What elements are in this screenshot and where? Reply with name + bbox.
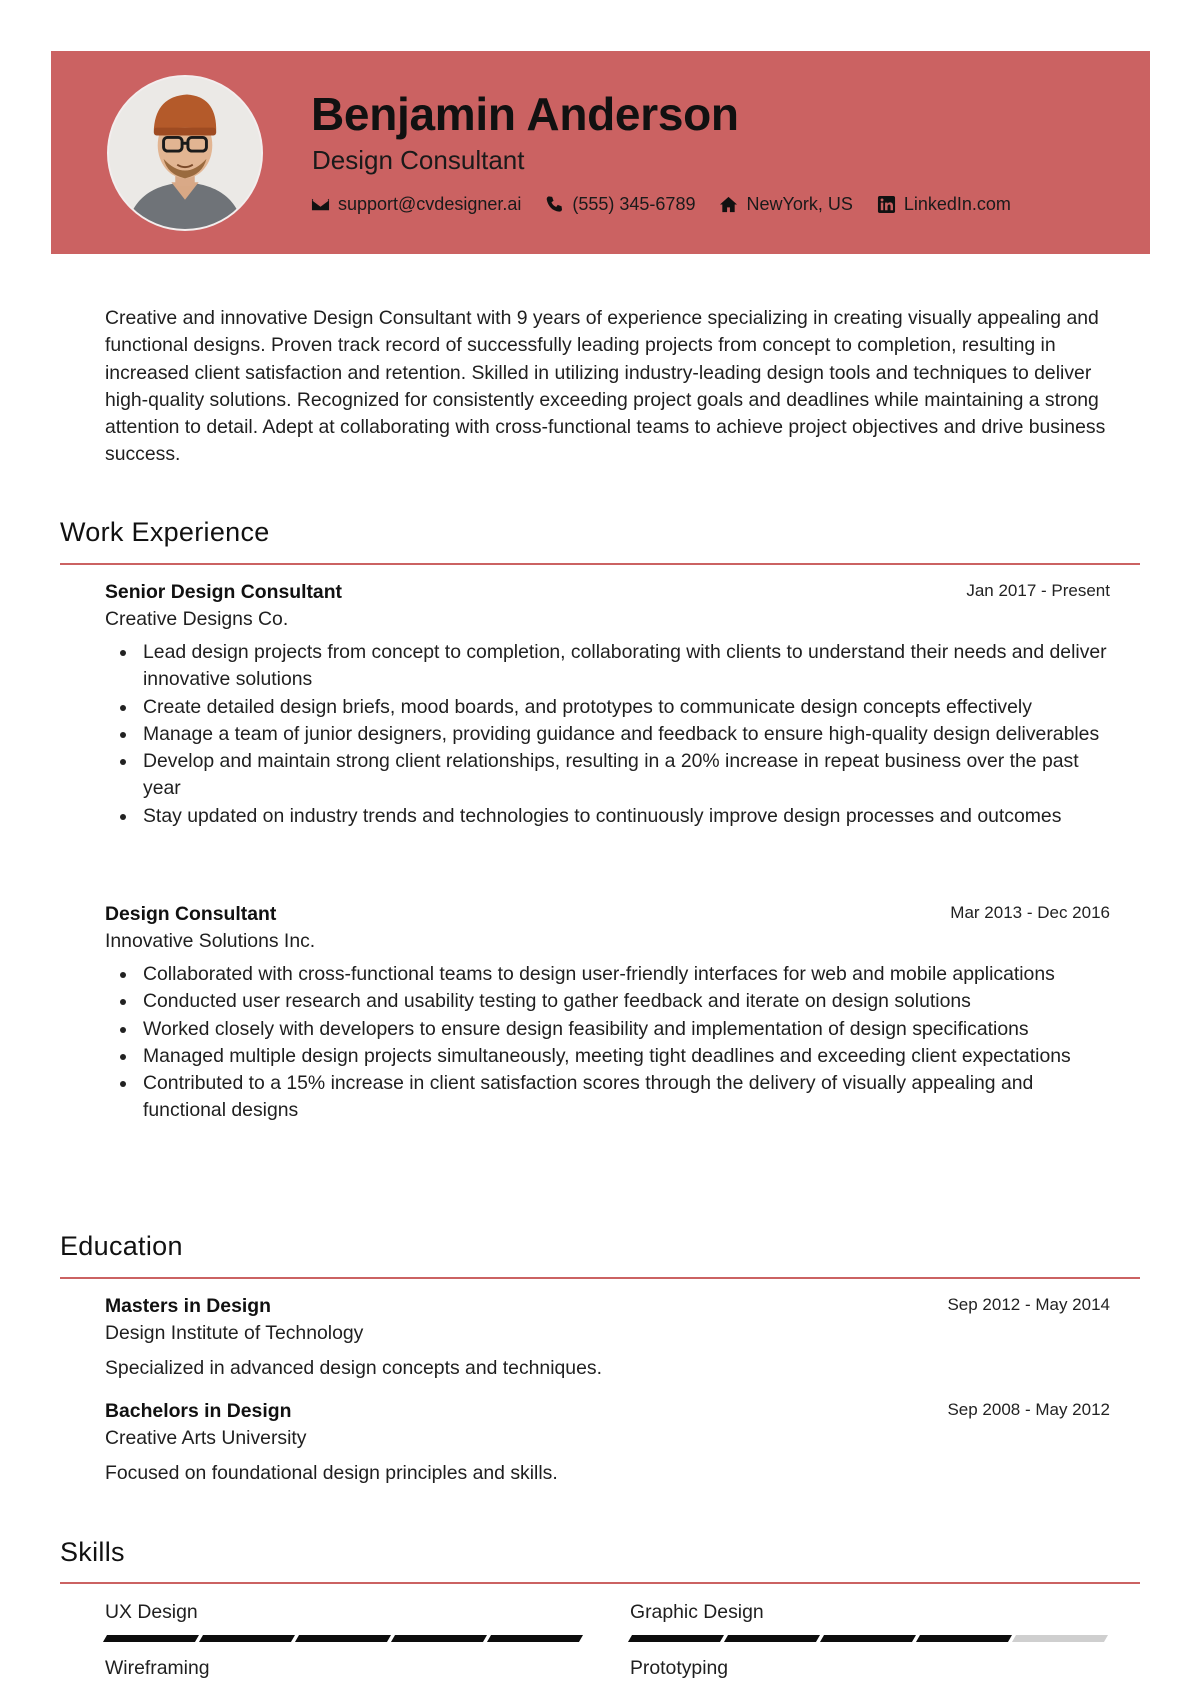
- skill-level-segment: [628, 1635, 724, 1642]
- profile-photo: [109, 77, 261, 229]
- resume-header: [51, 51, 1150, 254]
- contact-email-text: support@cvdesigner.ai: [338, 193, 522, 214]
- skill-level-segment: [724, 1635, 820, 1642]
- professional-summary: Creative and innovative Design Consultant with 9 years of experience specializing in creating visually appealing and functional designs. Proven track record of successfully leading projects from concept to completion, resulting in increased client satisfaction and retention. Skilled in utilizing industry-leading design tools and techniques to deliver high-quality solutions. Recognized for consistently exceeding project goals and deadlines while maintaining a strong attention to detail. Adept at collaborating with cross-functional teams to achieve project objectives and drive business success.: [105, 307, 1106, 466]
- envelope-icon: [311, 195, 330, 214]
- skill-name: Wireframing: [105, 1657, 210, 1679]
- bullet-item: Worked closely with developers to ensure design feasibility and implementation of design specifications: [105, 1016, 1110, 1043]
- job-bullets: [105, 639, 1110, 830]
- skill-level-segment: [1012, 1635, 1108, 1642]
- job-company: Creative Designs Co.: [105, 608, 289, 630]
- candidate-title: Design Consultant: [312, 145, 525, 175]
- contact-location-text: NewYork, US: [746, 193, 853, 214]
- skill-level-segment: [487, 1635, 583, 1642]
- contact-list: [311, 190, 1035, 218]
- home-icon: [719, 195, 738, 214]
- job-title: Design Consultant: [105, 903, 277, 925]
- bullet-item: Stay updated on industry trends and technologies to continuously improve design processes and outcomes: [105, 803, 1110, 830]
- bullet-item: Contributed to a 15% increase in client satisfaction scores through the delivery of visually appealing and functional designs: [105, 1070, 1110, 1125]
- skill-level-segment: [199, 1635, 295, 1642]
- section-divider: [60, 1582, 1140, 1584]
- bullet-item: Lead design projects from concept to completion, collaborating with clients to understand their needs and deliver innovative solutions: [105, 639, 1110, 694]
- avatar: [107, 75, 263, 231]
- bullet-item: Conducted user research and usability testing to gather feedback and iterate on design solutions: [105, 988, 1110, 1015]
- bullet-item: Managed multiple design projects simultaneously, meeting tight deadlines and exceeding client expectations: [105, 1043, 1110, 1070]
- education-entry: [105, 1293, 1110, 1382]
- job-title: Senior Design Consultant: [105, 581, 343, 603]
- contact-linkedin[interactable]: [877, 194, 1011, 215]
- contact-linkedin-text: LinkedIn.com: [903, 193, 1011, 214]
- skill-item: [630, 1655, 1110, 1682]
- section-divider: [60, 563, 1140, 565]
- skill-name: UX Design: [105, 1601, 198, 1623]
- candidate-name: Benjamin Anderson: [311, 88, 739, 140]
- contact-email[interactable]: [311, 194, 521, 215]
- school-name: Creative Arts University: [105, 1427, 307, 1449]
- bullet-item: Develop and maintain strong client relationships, resulting in a 20% increase in repeat business over the past year: [105, 748, 1110, 803]
- skill-level-segment: [391, 1635, 487, 1642]
- education-dates: Sep 2008 - May 2012: [947, 1400, 1110, 1419]
- job-entry: [105, 579, 1110, 830]
- bullet-item: Collaborated with cross-functional teams to design user-friendly interfaces for web and mobile applications: [105, 961, 1110, 988]
- job-bullets: [105, 961, 1110, 1125]
- skill-item: [630, 1599, 1110, 1642]
- degree-title: Masters in Design: [105, 1295, 271, 1317]
- education-entry: [105, 1398, 1110, 1487]
- skill-name: Prototyping: [630, 1657, 729, 1679]
- skill-name: Graphic Design: [630, 1601, 764, 1623]
- skill-item: [105, 1655, 585, 1682]
- education-description: Specialized in advanced design concepts and techniques.: [105, 1357, 602, 1379]
- skill-item: [105, 1599, 585, 1642]
- linkedin-icon: [877, 195, 896, 214]
- skill-level-segment: [916, 1635, 1012, 1642]
- job-dates: Jan 2017 - Present: [966, 581, 1110, 600]
- education-dates: Sep 2012 - May 2014: [947, 1295, 1110, 1314]
- bullet-item: Manage a team of junior designers, providing guidance and feedback to ensure high-quality design deliverables: [105, 721, 1110, 748]
- job-entry: [105, 901, 1110, 1125]
- education-heading: Education: [60, 1231, 183, 1261]
- skill-level-segment: [820, 1635, 916, 1642]
- contact-phone-text: (555) 345-6789: [572, 193, 696, 214]
- contact-phone[interactable]: [545, 194, 695, 215]
- degree-title: Bachelors in Design: [105, 1400, 292, 1422]
- education-description: Focused on foundational design principles and skills.: [105, 1462, 558, 1484]
- skill-level-bar: [630, 1635, 1110, 1642]
- contact-location: [719, 194, 852, 215]
- section-divider: [60, 1277, 1140, 1279]
- phone-icon: [545, 195, 564, 214]
- job-company: Innovative Solutions Inc.: [105, 930, 316, 952]
- job-dates: Mar 2013 - Dec 2016: [950, 903, 1110, 922]
- skill-level-segment: [103, 1635, 199, 1642]
- skill-level-segment: [295, 1635, 391, 1642]
- skill-level-bar: [105, 1635, 585, 1642]
- bullet-item: Create detailed design briefs, mood boards, and prototypes to communicate design concepts effectively: [105, 694, 1110, 721]
- school-name: Design Institute of Technology: [105, 1322, 364, 1344]
- work-experience-heading: Work Experience: [60, 517, 270, 547]
- skills-heading: Skills: [60, 1537, 125, 1567]
